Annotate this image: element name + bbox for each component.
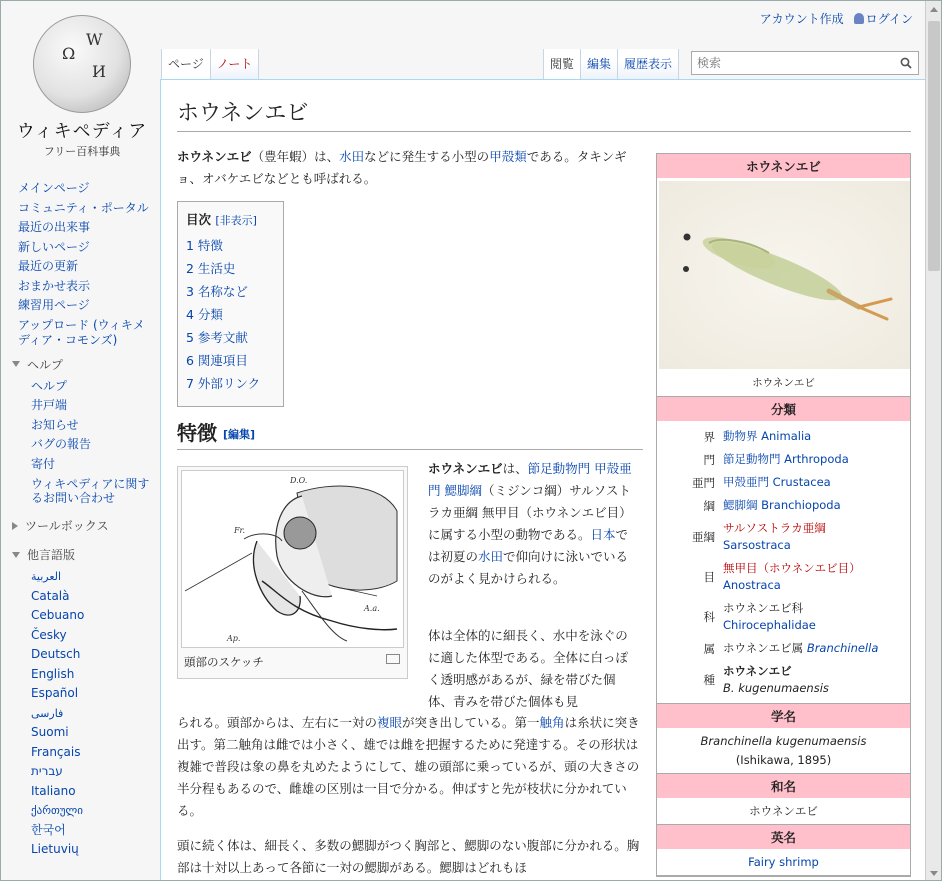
- lang-item[interactable]: Deutsch: [31, 647, 81, 661]
- taxon-sci-link[interactable]: Branchinella: [806, 641, 879, 655]
- tab-talk[interactable]: ノート: [210, 49, 260, 79]
- link-japan[interactable]: 日本: [590, 527, 616, 542]
- lang-item[interactable]: Lietuvių: [31, 842, 79, 856]
- sidebar-item-bug-report[interactable]: バグの報告: [31, 437, 92, 451]
- link-compound-eye[interactable]: 複眼: [377, 715, 403, 730]
- sidebar-nav: [1, 179, 159, 348]
- tab-page[interactable]: ページ: [161, 49, 210, 79]
- taxon-link[interactable]: 鰓脚綱 Branchiopoda: [723, 498, 841, 512]
- sidebar-item-help[interactable]: ヘルプ: [31, 378, 68, 393]
- section-edit-link[interactable]: [編集]: [223, 428, 256, 441]
- wikipedia-logo[interactable]: [15, 11, 149, 161]
- paragraph: 体は全体的に細長く、水中を泳ぐのに適した体型である。全体に白っぽく透明感があるが、緑を帯びた個体、青みを帯びた個体も見: [428, 628, 629, 709]
- sidebar-item-new-pages[interactable]: 新しいページ: [18, 239, 90, 254]
- link-branchiopoda[interactable]: 鰓脚綱: [444, 483, 483, 498]
- toc-item[interactable]: 6 関連項目: [186, 353, 248, 368]
- lang-item[interactable]: 한국어: [31, 822, 66, 837]
- toc-item[interactable]: 7 外部リンク: [186, 376, 261, 391]
- taxobox-image-caption: ホウネンエビ: [657, 371, 910, 397]
- scroll-up-icon[interactable]: [930, 7, 938, 12]
- taxonomy-row: 種 ホウネンエビ B. kugenumaensis: [657, 660, 910, 700]
- sidebar-item-upload[interactable]: アップロード (ウィキメディア・コモンズ): [18, 317, 145, 347]
- taxonomy-row: 目 無甲目（ホウネンエビ目） Anostraca: [657, 557, 910, 597]
- sidebar-item-contact[interactable]: ウィキペディアに関するお問い合わせ: [31, 477, 150, 505]
- toolbox-toggle[interactable]: ツールボックス: [12, 517, 159, 534]
- shrimp-image: [659, 181, 910, 369]
- english-name-link[interactable]: Fairy shrimp: [748, 855, 819, 869]
- tab-read[interactable]: 閲覧: [543, 49, 580, 79]
- taxobox: [656, 153, 911, 877]
- taxonomy-row: 亜門 甲殻亜門 Crustacea: [657, 471, 910, 494]
- collapse-arrow-icon: [12, 361, 20, 367]
- taxon-link[interactable]: 動物界 Animalia: [723, 429, 812, 443]
- taxon-sci-link[interactable]: Chirocephalidae: [723, 618, 816, 632]
- paragraph: ホウネンエビは、節足動物門 甲殻亜門 鰓脚綱（ミジンコ綱）サルソストラカ亜綱 無甲目（ホウネンエビ目）に属する小型の動物である。日本では初夏の水田で仰向けに泳いでいるのがよく見かけられる。: [428, 461, 632, 586]
- login-link[interactable]: ログイン: [854, 10, 913, 27]
- collapse-arrow-icon: [12, 552, 20, 558]
- table-of-contents: [177, 201, 284, 407]
- link-paddy[interactable]: 水田: [339, 149, 365, 164]
- language-list: [1, 567, 159, 860]
- taxobox-japanese-head: 和名: [657, 774, 910, 799]
- article-content: [160, 79, 926, 881]
- sidebar-item-village-pump[interactable]: 井戸端: [31, 398, 68, 412]
- tab-history[interactable]: 履歴表示: [617, 49, 679, 79]
- languages-toggle[interactable]: 他言語版: [12, 546, 159, 563]
- sidebar-item-current-events[interactable]: 最近の出来事: [18, 220, 91, 234]
- search-icon[interactable]: [900, 57, 912, 69]
- japanese-name: ホウネンエビ: [657, 799, 910, 825]
- taxonomy-rows: [657, 422, 910, 704]
- vertical-scrollbar[interactable]: [925, 1, 941, 881]
- scroll-down-icon[interactable]: [930, 871, 938, 876]
- taxonomy-row: 属 ホウネンエビ属 Branchinella: [657, 637, 910, 660]
- taxobox-english-head: 英名: [657, 825, 910, 850]
- toc-hide-button[interactable]: [非表示]: [215, 214, 257, 227]
- toc-item[interactable]: 2 生活史: [186, 261, 236, 276]
- puzzle-globe-icon: Ω W И: [33, 15, 131, 113]
- page-title: ホウネンエビ: [177, 96, 911, 132]
- lang-item[interactable]: ქართული: [31, 804, 83, 817]
- link-crustacea[interactable]: 甲殻類: [489, 149, 527, 164]
- search-box: [691, 51, 919, 75]
- thumb-caption: 頭部のスケッチ: [184, 655, 264, 669]
- tab-edit[interactable]: 編集: [580, 49, 617, 79]
- lang-item[interactable]: Español: [31, 686, 79, 700]
- lang-item[interactable]: Català: [31, 588, 70, 603]
- lang-item[interactable]: Cebuano: [31, 608, 85, 622]
- lang-item[interactable]: العربية: [31, 570, 62, 583]
- sidebar-item-donate[interactable]: 寄付: [31, 456, 56, 471]
- namespace-tabs: [161, 49, 259, 79]
- sidebar-item-sandbox[interactable]: 練習用ページ: [18, 298, 90, 312]
- toc-item[interactable]: 1 特徴: [186, 238, 223, 253]
- taxon-sci: B. kugenumaensis: [723, 681, 829, 695]
- taxon-name: ホウネンエビ科: [723, 601, 804, 615]
- scientific-name: Branchinella kugenumaensis: [700, 734, 867, 748]
- link-paddy-field[interactable]: 水田: [478, 549, 504, 564]
- taxon-sci-link[interactable]: Sarsostraca: [723, 538, 791, 552]
- view-tabs: [543, 49, 679, 79]
- user-icon: [854, 13, 864, 24]
- create-account-link[interactable]: アカウント作成: [759, 12, 844, 26]
- sidebar: [1, 179, 159, 860]
- taxonomy-row: 科 ホウネンエビ科 Chirocephalidae: [657, 597, 910, 637]
- lang-item[interactable]: Česky: [31, 627, 67, 642]
- lang-item[interactable]: Suomi: [31, 725, 69, 739]
- taxobox-sciname-head: 学名: [657, 704, 910, 729]
- taxon-name: ホウネンエビ: [723, 664, 792, 678]
- link-antenna[interactable]: 触角: [539, 715, 565, 730]
- lang-item[interactable]: English: [31, 666, 75, 681]
- scrollbar-thumb[interactable]: [928, 21, 940, 271]
- sketch-label: Fr.: [234, 526, 246, 535]
- taxobox-classification-head: 分類: [657, 397, 910, 422]
- toc-title: 目次: [186, 212, 212, 227]
- section-heading: 特徴 [編集]: [177, 417, 643, 450]
- lang-item[interactable]: Français: [31, 744, 81, 759]
- enlarge-icon[interactable]: [386, 654, 400, 664]
- taxon-sci-link[interactable]: Anostraca: [723, 578, 781, 592]
- fairy-shrimp-photo[interactable]: [659, 181, 910, 369]
- taxonomy-row: 界 動物界 Animalia: [657, 425, 910, 448]
- paragraph: 頭に続く体は、細長く、多数の鰓脚がつく胸部と、鰓脚のない腹部に分かれる。胸部は十対以上あって各節に一対の鰓脚がある。鰓脚はどれもほ: [177, 838, 640, 875]
- taxonomy-row: 綱 鰓脚綱 Branchiopoda: [657, 494, 910, 517]
- search-input[interactable]: [692, 52, 887, 74]
- lang-item[interactable]: فارسی: [31, 706, 64, 720]
- sketch-drawing: [182, 471, 403, 647]
- taxon-link[interactable]: 節足動物門 Arthropoda: [723, 452, 849, 466]
- sketch-label: A.a.: [364, 604, 380, 613]
- personal-tools: [760, 10, 913, 27]
- help-list: [1, 377, 159, 506]
- taxon-name: ホウネンエビ属: [723, 641, 804, 655]
- link-crustacea-subphylum[interactable]: 甲殻亜門: [428, 461, 632, 498]
- logo-subtitle: フリー百科事典: [43, 145, 121, 158]
- lang-item[interactable]: עברית: [31, 764, 63, 778]
- sidebar-item-recent-changes[interactable]: 最近の更新: [18, 259, 79, 273]
- toc-item[interactable]: 5 参考文献: [186, 330, 248, 345]
- taxon-link[interactable]: 甲殻亜門 Crustacea: [723, 475, 831, 489]
- sketch-label: D.O.: [290, 476, 308, 485]
- paragraph: られる。頭部からは、左右に一対の複眼が突き出している。第一触角は糸状に突き出す。第二触角は雌では小さく、雄では雌を把握するために発達する。その形状は複雑で普段は象の鼻を丸めたようにして、雄の頭部に乗っているが、頭の大きさの半分程もあるので、雌雄の区別は一目で分かる。伸ばすと先が枝状に分かれている。: [177, 715, 640, 818]
- sidebar-item-main-page[interactable]: メインページ: [18, 181, 90, 195]
- head-sketch-image[interactable]: [181, 470, 404, 648]
- link-arthropoda[interactable]: 節足動物門: [527, 461, 591, 476]
- sidebar-item-community-portal[interactable]: コミュニティ・ポータル: [18, 200, 149, 215]
- sidebar-item-random[interactable]: おまかせ表示: [18, 278, 91, 293]
- toc-item[interactable]: 3 名称など: [186, 284, 248, 299]
- taxonomy-row: 亜綱 サルソストラカ亜綱 Sarsostraca: [657, 517, 910, 557]
- expand-arrow-icon: [12, 522, 18, 530]
- help-portal-toggle[interactable]: ヘルプ: [12, 356, 159, 373]
- toc-item[interactable]: 4 分類: [186, 307, 223, 322]
- lead-paragraph: ホウネンエビ（豊年蝦）は、水田などに発生する小型の甲殻類である。タキンギョ、オバケエビなどとも呼ばれる。: [177, 149, 627, 186]
- sketch-label: Ap.: [227, 634, 241, 643]
- logo-title: ウィキペディア: [16, 121, 148, 142]
- sidebar-item-news[interactable]: お知らせ: [31, 417, 79, 432]
- taxon-link[interactable]: 無甲目（ホウネンエビ目）: [723, 561, 861, 575]
- taxobox-title: ホウネンエビ: [657, 154, 910, 179]
- lang-item[interactable]: Italiano: [31, 783, 76, 798]
- taxonomy-row: 門 節足動物門 Arthropoda: [657, 448, 910, 471]
- thumbnail-figure: [177, 466, 408, 679]
- scientific-name-author: (Ishikawa, 1895): [735, 753, 832, 767]
- taxon-link[interactable]: サルソストラカ亜綱: [723, 521, 826, 535]
